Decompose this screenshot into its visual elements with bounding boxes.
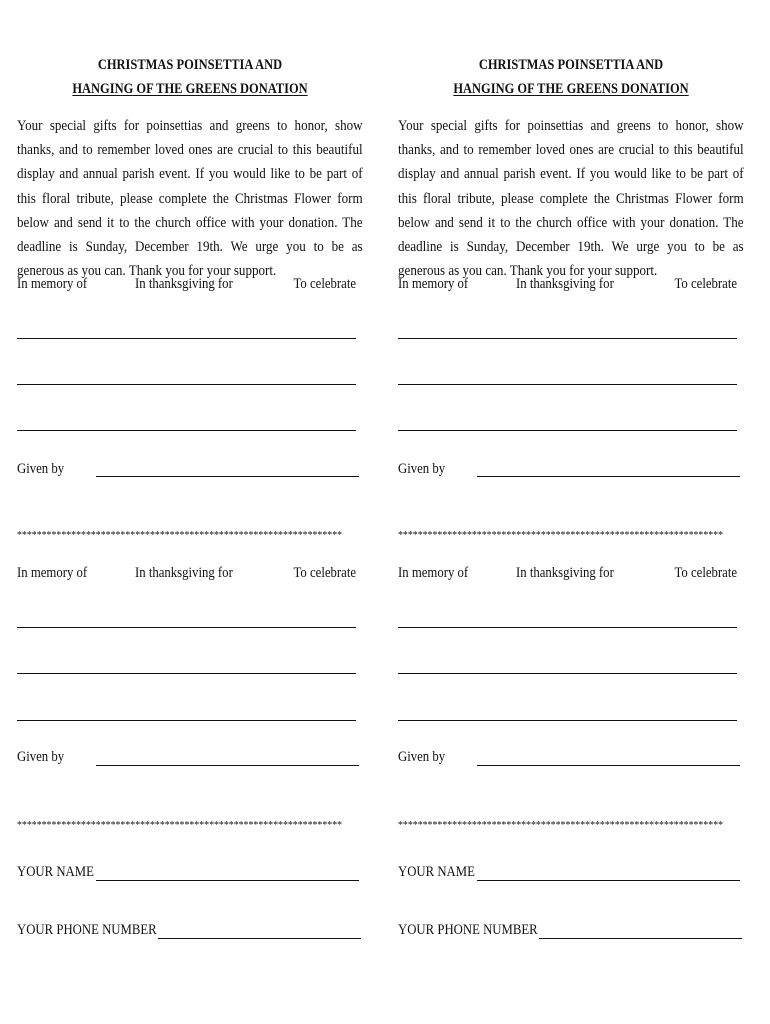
option-to-celebrate[interactable]: To celebrate <box>674 276 737 292</box>
dedication-name-line[interactable] <box>398 720 737 721</box>
option-in-memory-of[interactable]: In memory of <box>17 565 88 581</box>
your-name-line[interactable] <box>477 880 740 881</box>
given-by-line[interactable] <box>96 765 359 766</box>
dedication-name-line[interactable] <box>17 673 356 674</box>
option-in-thanksgiving-for[interactable]: In thanksgiving for <box>135 276 234 292</box>
dedication-name-line[interactable] <box>17 430 356 431</box>
dedication-name-line[interactable] <box>17 627 356 628</box>
your-phone-label: YOUR PHONE NUMBER <box>398 922 538 938</box>
form-title-line-2: HANGING OF THE GREENS DONATION <box>453 81 689 97</box>
dedication-name-line[interactable] <box>17 338 356 339</box>
given-by-label: Given by <box>398 461 446 477</box>
dedication-name-line[interactable] <box>17 720 356 721</box>
option-to-celebrate[interactable]: To celebrate <box>674 565 737 581</box>
dedication-name-line[interactable] <box>398 627 737 628</box>
dedication-name-line[interactable] <box>17 384 356 385</box>
donation-form-right <box>398 0 744 1024</box>
option-in-memory-of[interactable]: In memory of <box>398 276 469 292</box>
your-phone-label: YOUR PHONE NUMBER <box>17 922 157 938</box>
option-in-thanksgiving-for[interactable]: In thanksgiving for <box>516 276 615 292</box>
your-name-label: YOUR NAME <box>398 864 475 880</box>
separator-stars: ****************************************************************** <box>398 530 724 541</box>
dedication-options <box>398 565 737 582</box>
option-in-thanksgiving-for[interactable]: In thanksgiving for <box>516 565 615 581</box>
given-by-label: Given by <box>17 749 65 765</box>
your-name-line[interactable] <box>96 880 359 881</box>
form-title-line-2: HANGING OF THE GREENS DONATION <box>72 81 308 97</box>
separator-stars: ****************************************************************** <box>17 820 343 831</box>
dedication-name-line[interactable] <box>398 430 737 431</box>
dedication-name-line[interactable] <box>398 384 737 385</box>
option-in-memory-of[interactable]: In memory of <box>398 565 469 581</box>
dedication-options <box>398 276 737 293</box>
dedication-name-line[interactable] <box>398 673 737 674</box>
donation-form-left <box>17 0 363 1024</box>
intro-paragraph: Your special gifts for poinsettias and greens to honor, show thanks, and to remember loved ones are crucial to this beautiful display and annual parish event. If you would like to be part of this floral tribute, please complete the Christmas Flower form below and send it to the church office with your donation. The deadline is Sunday, December 19th. We urge you to be as generous as you can. Thank you for your support. <box>17 118 363 280</box>
dedication-options <box>17 276 356 293</box>
separator-stars: ****************************************************************** <box>398 820 724 831</box>
dedication-name-line[interactable] <box>398 338 737 339</box>
intro-paragraph: Your special gifts for poinsettias and greens to honor, show thanks, and to remember loved ones are crucial to this beautiful display and annual parish event. If you would like to be part of this floral tribute, please complete the Christmas Flower form below and send it to the church office with your donation. The deadline is Sunday, December 19th. We urge you to be as generous as you can. Thank you for your support. <box>398 118 744 280</box>
option-to-celebrate[interactable]: To celebrate <box>293 276 356 292</box>
given-by-label: Given by <box>398 749 446 765</box>
form-title-line-1: CHRISTMAS POINSETTIA AND <box>478 57 664 73</box>
your-name-label: YOUR NAME <box>17 864 94 880</box>
option-in-memory-of[interactable]: In memory of <box>17 276 88 292</box>
given-by-line[interactable] <box>477 476 740 477</box>
separator-stars: ****************************************************************** <box>17 530 343 541</box>
given-by-label: Given by <box>17 461 65 477</box>
option-to-celebrate[interactable]: To celebrate <box>293 565 356 581</box>
given-by-line[interactable] <box>477 765 740 766</box>
dedication-options <box>17 565 356 582</box>
form-title-line-1: CHRISTMAS POINSETTIA AND <box>97 57 283 73</box>
option-in-thanksgiving-for[interactable]: In thanksgiving for <box>135 565 234 581</box>
given-by-line[interactable] <box>96 476 359 477</box>
your-phone-line[interactable] <box>539 938 742 939</box>
your-phone-line[interactable] <box>158 938 361 939</box>
